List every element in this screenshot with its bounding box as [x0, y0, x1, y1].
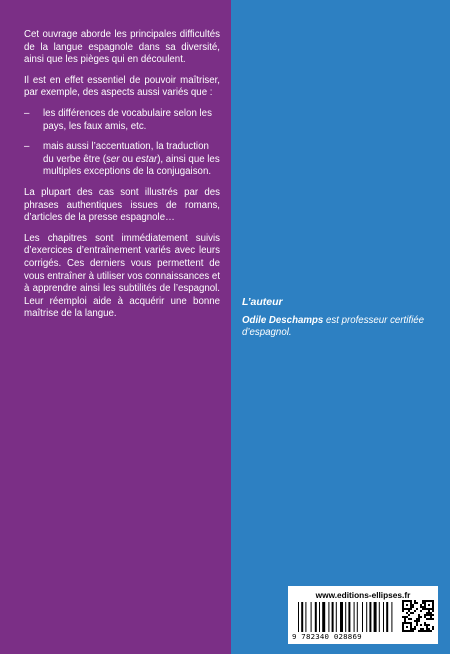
barcode-box	[288, 586, 438, 644]
description-paragraph-4: Les chapitres sont immédiatement suivis d’exercices d’entraînement variés avec leurs corrigés. Ces derniers vous permettent de vous entraîner à utiliser vos connaissances et à apprendre ainsi les subtilités de l’espagnol. Leur réemploi aide à acquérir une bonne maîtrise de la langue.	[24, 232, 221, 320]
description-text	[24, 29, 220, 329]
author-bio-text: est professeur certifiée d’espagnol.	[242, 314, 425, 339]
publisher-website[interactable]: www.editions-ellipses.fr	[315, 590, 411, 600]
barcode-icon	[298, 602, 394, 632]
description-paragraph-2: Il est en effet essentiel de pouvoir maîtriser, par exemple, des aspects aussi variés que :	[24, 74, 220, 99]
aspects-list	[24, 108, 220, 179]
author-heading: L’auteur	[242, 296, 283, 308]
term-estar: estar	[135, 153, 158, 165]
list-item-text: ou	[119, 153, 136, 165]
description-paragraph-1: Cet ouvrage aborde les principales difficultés de la langue espagnole dans sa diversité, ainsi que les pièges qui en découlent.	[24, 29, 220, 66]
list-item-text: ), ainsi que les multiples exceptions de la conjugaison.	[43, 153, 220, 178]
author-section	[242, 296, 438, 340]
author-bio	[242, 315, 438, 340]
term-ser: ser	[106, 153, 120, 165]
list-item-text: les différences de vocabulaire selon les pays, les faux amis, etc.	[43, 107, 212, 132]
description-paragraph-3: La plupart des cas sont illustrés par des phrases authentiques issues de romans, d’articles de la presse espagnole…	[24, 186, 220, 224]
author-name: Odile Deschamps	[242, 314, 324, 326]
dash-marker: –	[24, 107, 30, 119]
list-item	[24, 108, 220, 133]
qr-code-icon	[402, 600, 434, 632]
dash-marker: –	[24, 141, 30, 153]
isbn-digits: 9 782340 028869	[292, 632, 362, 641]
list-item-text: mais aussi l’accentuation, la traduction du verbe être (	[43, 141, 209, 165]
list-item	[24, 141, 220, 179]
